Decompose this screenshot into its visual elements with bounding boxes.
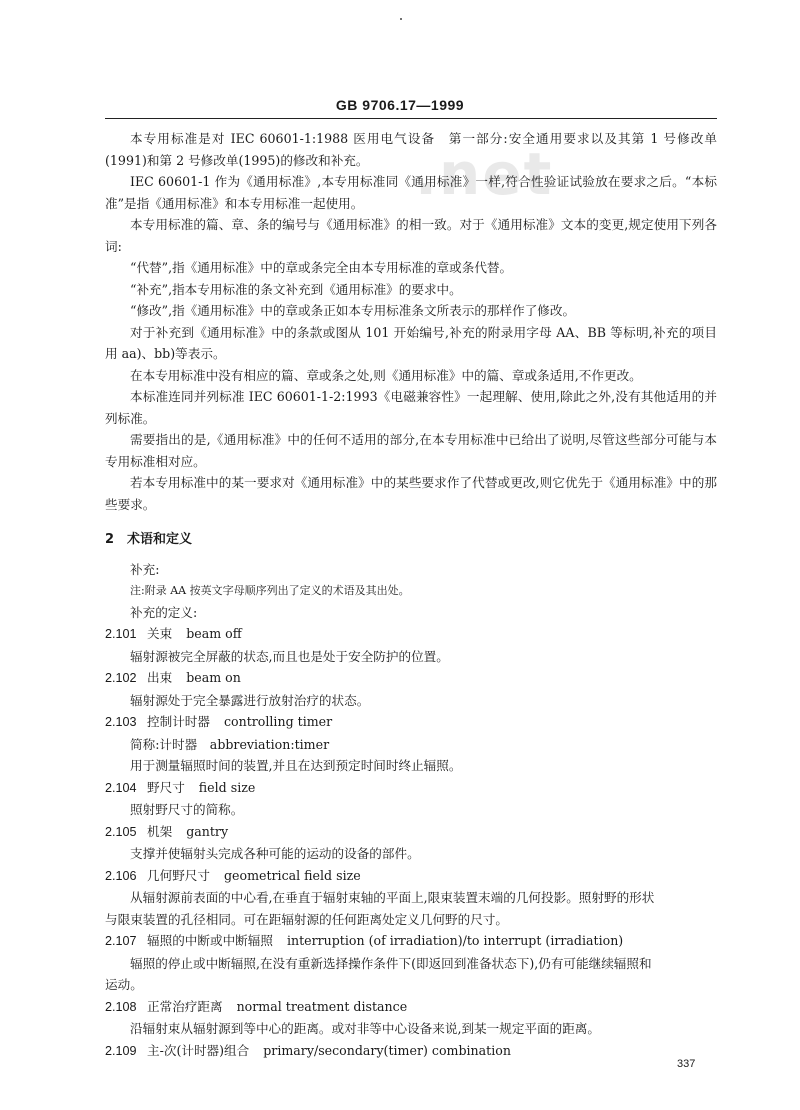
intro-paragraph: 若本专用标准中的某一要求对《通用标准》中的某些要求作了代替或更改,则它优先于《通用标准》中的那些要求。 [105, 475, 717, 512]
term-number: 2.108 [105, 999, 137, 1014]
intro-paragraph: 本标准连同并列标准 IEC 60601-1-2:1993《电磁兼容性》一起理解、使用,除此之外,没有其他适用的并列标准。 [105, 389, 717, 426]
intro-paragraph: “修改”,指《通用标准》中的章或条正如本专用标准条文所表示的那样作了修改。 [130, 303, 576, 318]
intro-paragraph: 本专用标准是对 IEC 60601-1:1988 医用电气设备 第一部分:安全通用要求以及其第 1 号修改单(1991)和第 2 号修改单(1995)的修改和补充。 [105, 131, 717, 168]
term-definition: 辐射源被完全屏蔽的状态,而且也是处于安全防护的位置。 [130, 648, 449, 664]
term-zh: 关束 [147, 626, 173, 641]
term-zh: 出束 [147, 670, 173, 685]
page-number: 337 [677, 1058, 696, 1070]
term-definition: 辐射源处于完全暴露进行放射治疗的状态。 [130, 692, 370, 708]
supplement-defs-label: 补充的定义: [130, 604, 198, 620]
term-number: 2.106 [105, 868, 137, 883]
note: 注:附录 AA 按英文字母顺序列出了定义的术语及其出处。 [130, 584, 410, 597]
term-heading [105, 930, 717, 953]
term-en: beam off [186, 626, 242, 641]
term-en: geometrical field size [223, 867, 361, 883]
term-abbreviation: 简称:计时器 abbreviation:timer [130, 736, 330, 752]
term-number: 2.109 [105, 1043, 137, 1058]
supplement-label: 补充: [130, 561, 160, 577]
term-zh: 辐照的中断或中断辐照 [147, 933, 273, 948]
term-heading [105, 996, 717, 1019]
term-number: 2.103 [105, 715, 137, 729]
term-en: normal treatment distance [236, 998, 408, 1014]
term-definition-cont: 运动。 [105, 977, 143, 992]
term-definition: 支撑并使辐射头完成各种可能的运动的设备的部件。 [130, 846, 420, 861]
intro-paragraph: 需要指出的是,《通用标准》中的任何不适用的部分,在本专用标准中已给出了说明,尽管这些部分可能与本专用标准相对应。 [105, 432, 717, 469]
header-rule [105, 118, 717, 119]
term-heading [105, 1040, 717, 1063]
terms-list [105, 623, 717, 1062]
term-zh: 正常治疗距离 [147, 998, 223, 1014]
watermark: .net [415, 140, 554, 208]
intro-paragraph: 本专用标准的篇、章、条的编号与《通用标准》的相一致。对于《通用标准》文本的变更,规定使用下列各词: [105, 217, 717, 254]
term-zh: 几何野尺寸 [147, 867, 210, 883]
term-definition: 从辐射源前表面的中心看,在垂直于辐射束轴的平面上,限束装置末端的几何投影。照射野的形状 [130, 890, 655, 905]
term-heading [105, 667, 717, 690]
term-definition: 辐照的停止或中断辐照,在没有重新选择操作条件下(即返回到准备状态下),仍有可能继续辐照和 [130, 955, 652, 971]
term-number: 2.107 [105, 934, 137, 948]
term-zh: 野尺寸 [147, 779, 185, 795]
term-definition-cont: 与限束装置的孔径相同。可在距辐射源的任何距离处定义几何野的尺寸。 [105, 911, 508, 927]
term-heading [105, 711, 717, 734]
term-zh: 机架 [147, 823, 173, 839]
term-definition: 用于测量辐照时间的装置,并且在达到预定时间时终止辐照。 [130, 758, 462, 773]
term-number: 2.104 [105, 780, 137, 795]
term-en: beam on [186, 670, 241, 685]
term-zh: 控制计时器 [147, 714, 210, 729]
document-body [105, 128, 717, 1062]
scan-dot [400, 18, 402, 20]
term-en: field size [198, 779, 256, 795]
term-definition: 照射野尺寸的简称。 [130, 802, 244, 817]
term-en: interruption (of irradiation)/to interrupt (irradiation) [286, 933, 624, 948]
term-number: 2.101 [105, 627, 137, 641]
term-heading [105, 623, 717, 646]
term-number: 2.102 [105, 671, 137, 685]
intro-paragraph: “补充”,指本专用标准的条文补充到《通用标准》的要求中。 [130, 281, 462, 297]
term-heading [105, 865, 717, 888]
page-header: GB 9706.17—1999 [335, 97, 465, 113]
term-heading [105, 821, 717, 844]
intro-paragraph: 在本专用标准中没有相应的篇、章或条之处,则《通用标准》中的篇、章或条适用,不作更改。 [130, 367, 642, 383]
term-zh: 主-次(计时器)组合 [147, 1042, 250, 1058]
section-title: 2 术语和定义 [105, 532, 193, 547]
term-en: gantry [186, 823, 229, 839]
intro-paragraph: “代替”,指《通用标准》中的章或条完全由本专用标准的章或条代替。 [130, 260, 513, 275]
intro-paragraph: 对于补充到《通用标准》中的条款或图从 101 开始编号,补充的附录用字母 AA、BB 等标明,补充的项目用 aa)、bb)等表示。 [105, 324, 717, 361]
term-number: 2.105 [105, 824, 137, 839]
term-en: primary/secondary(timer) combination [263, 1042, 511, 1058]
term-heading [105, 777, 717, 800]
term-en: controlling timer [223, 714, 333, 729]
term-definition: 沿辐射束从辐射源到等中心的距离。或对非等中心设备来说,到某一规定平面的距离。 [130, 1021, 600, 1036]
intro-paragraph: IEC 60601-1 作为《通用标准》,本专用标准同《通用标准》一样,符合性验证试验放在要求之后。“本标准”是指《通用标准》和本专用标准一起使用。 [105, 174, 717, 211]
